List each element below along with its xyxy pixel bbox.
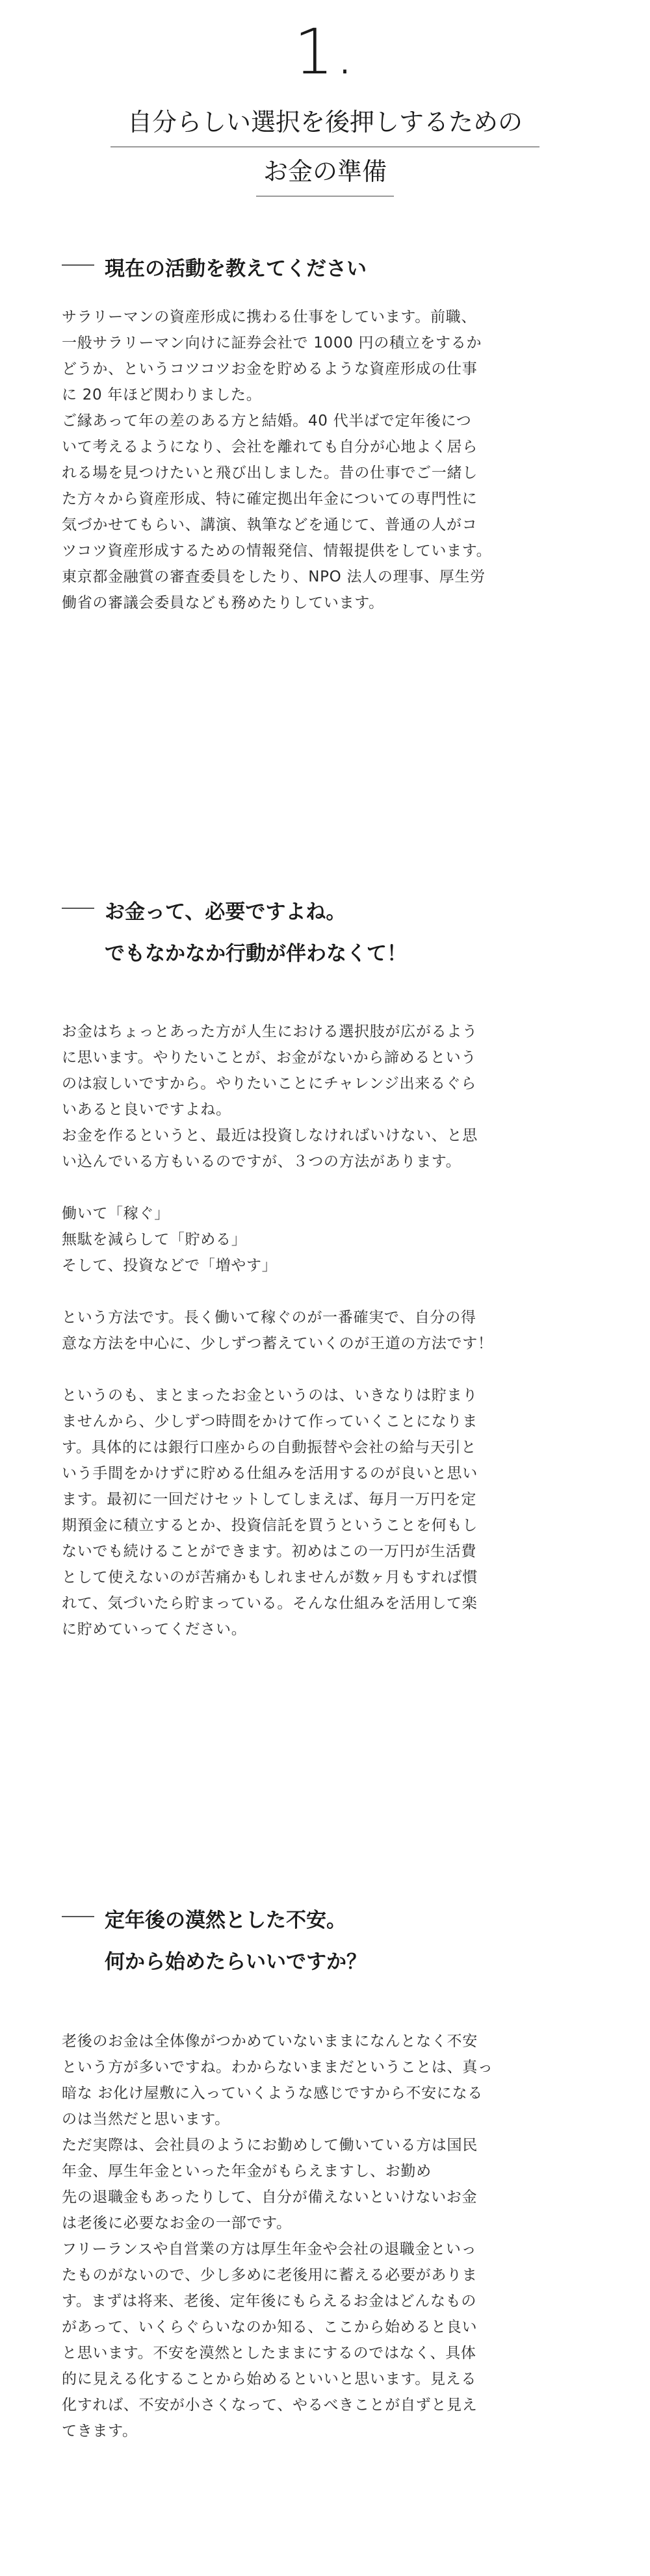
answer-line: い込んでいる方もいるのですが、３つの方法があります。 <box>62 1153 462 1170</box>
answer-line: 先の退職金もあったりして、自分が備えないといけないお金 <box>62 2189 478 2206</box>
chapter-title-line-1 <box>0 105 650 143</box>
answer-line: そして、投資などで「増やす」 <box>62 1257 278 1274</box>
answer-line: れて、気づいたら貯まっている。そんな仕組みを活用して楽 <box>62 1595 478 1612</box>
chapter-title-text-2: お金の準備 <box>263 157 387 186</box>
answer-line: 的に見える化することから始めるといいと思います。見える <box>62 2371 477 2388</box>
question-dash <box>62 1916 94 1917</box>
question-3-line-2: 何から始めたらいいですか？ <box>105 1950 367 1974</box>
question-dash <box>62 264 94 266</box>
answer-line: という方が多いですね。わからないままだということは、真っ <box>62 2059 493 2076</box>
answer-line: サラリーマンの資産形成に携わる仕事をしています。前職、 <box>62 309 477 325</box>
title-underline-2 <box>256 196 394 197</box>
answer-line: に思います。やりたいことが、お金がないから諦めるという <box>62 1049 477 1066</box>
answer-line: 化すれば、不安が小さくなって、やるべきことが自ずと見え <box>62 2397 478 2414</box>
question-1-line-1: 現在の活動を教えてください <box>105 257 367 281</box>
chapter-number: 1. <box>294 16 356 88</box>
answer-line <box>62 1357 588 1383</box>
answer-line: 意な方法を中心に、少しずつ蓄えていくのが王道の方法です！ <box>62 1335 493 1352</box>
answer-line: という方法です。長く働いて稼ぐのが一番確実で、自分の得 <box>62 1309 476 1326</box>
answer-line: 一般サラリーマン向けに証券会社で 1000 円の積立をするか <box>62 335 482 351</box>
answer-line: フリーランスや自営業の方は厚生年金や会社の退職金といっ <box>62 2241 477 2258</box>
question-3-line-1: 定年後の漠然とした不安。 <box>105 1909 346 1932</box>
question-1-text <box>105 248 588 290</box>
question-2-line-1: お金って、必要ですよね。 <box>105 900 346 924</box>
answer-line: として使えないのが苦痛かもしれませんが数ヶ月もすれば慣 <box>62 1569 478 1586</box>
answer-line: お金を作るというと、最近は投資しなければいけない、と思 <box>62 1127 478 1144</box>
answer-line: れる場を見つけたいと飛び出しました。昔の仕事でご一緒し <box>62 465 478 481</box>
question-1 <box>62 248 588 290</box>
question-dash <box>62 908 94 909</box>
answer-line: と思います。不安を漠然としたままにするのではなく、具体 <box>62 2345 476 2362</box>
answer-line <box>62 1175 588 1201</box>
answer-line: 無駄を減らして「貯める」 <box>62 1231 247 1248</box>
answer-line: は老後に必要なお金の一部です。 <box>62 2215 292 2232</box>
answer-1 <box>62 304 588 616</box>
answer-line: す。まずは将来、老後、定年後にもらえるお金はどんなもの <box>62 2293 477 2310</box>
answer-line: いあると良いですよね。 <box>62 1101 231 1118</box>
answer-line: す。具体的には銀行口座からの自動振替や会社の給与天引と <box>62 1439 477 1456</box>
answer-line: 暗な お化け屋敷に入っていくような感じですから不安になる <box>62 2085 483 2102</box>
question-3-text <box>105 1900 588 1983</box>
answer-line: のは当然だと思います。 <box>62 2111 230 2128</box>
answer-line: ます。最初に一回だけセットしてしまえば、毎月一万円を定 <box>62 1491 477 1508</box>
answer-line: ツコツ資産形成するための情報発信、情報提供をしています。 <box>62 542 492 559</box>
answer-line: 働省の審議会委員なども務めたりしています。 <box>62 594 384 611</box>
question-2-text <box>105 891 588 975</box>
question-2-line-2: でもなかなか行動が伴わなくて！ <box>105 942 407 965</box>
answer-line: どうか、というコツコツお金を貯めるような資産形成の仕事 <box>62 361 478 377</box>
answer-line: のは寂しいですから。やりたいことにチャレンジ出来るぐら <box>62 1075 477 1092</box>
chapter-title-line-2 <box>0 155 650 192</box>
answer-line: というのも、まとまったお金というのは、いきなりは貯まり <box>62 1387 478 1404</box>
answer-line: ご縁あって年の差のある方と結婚。40 代半ばで定年後につ <box>62 413 472 429</box>
answer-line: があって、いくらぐらいなのか知る、ここから始めると良い <box>62 2319 478 2336</box>
answer-line: いて考えるようになり、会社を離れても自分が心地よく居ら <box>62 439 478 455</box>
title-underline-1 <box>110 146 540 147</box>
answer-line: たものがないので、少し多めに老後用に蓄える必要がありま <box>62 2267 478 2284</box>
answer-line: 働いて「稼ぐ」 <box>62 1205 170 1222</box>
answer-3 <box>62 2028 588 2444</box>
answer-line: に貯めていってください。 <box>62 1621 247 1638</box>
answer-line: 年金、厚生年金といった年金がもらえますし、お勤め <box>62 2163 432 2180</box>
answer-line: 期預金に積立するとか、投資信託を買うということを何もし <box>62 1517 478 1534</box>
answer-line <box>62 1279 588 1305</box>
question-3 <box>62 1900 588 1983</box>
answer-line: た方々から資産形成、特に確定拠出年金についての専門性に <box>62 491 478 507</box>
answer-line: 気づかせてもらい、講演、執筆などを通じて、普通の人がコ <box>62 516 478 533</box>
answer-line: お金はちょっとあった方が人生における選択肢が広がるよう <box>62 1023 478 1040</box>
answer-line: ただ実際は、会社員のようにお勤めして働いている方は国民 <box>62 2137 478 2154</box>
answer-line: いう手間をかけずに貯める仕組みを活用するのが良いと思い <box>62 1465 478 1482</box>
question-2 <box>62 891 588 975</box>
answer-2 <box>62 1019 588 1642</box>
answer-line: てきます。 <box>62 2423 138 2440</box>
answer-line: 老後のお金は全体像がつかめていないままになんとなく不安 <box>62 2033 478 2050</box>
chapter-title-text-1: 自分らしい選択を後押しするための <box>127 108 523 136</box>
answer-line: ませんから、少しずつ時間をかけて作っていくことになりま <box>62 1413 478 1430</box>
answer-line: ないでも続けることができます。初めはこの一万円が生活費 <box>62 1543 477 1560</box>
answer-line: に 20 年ほど関わりました。 <box>62 387 262 403</box>
answer-line: 東京都金融賞の審査委員をしたり、NPO 法人の理事、厚生労 <box>62 568 486 585</box>
